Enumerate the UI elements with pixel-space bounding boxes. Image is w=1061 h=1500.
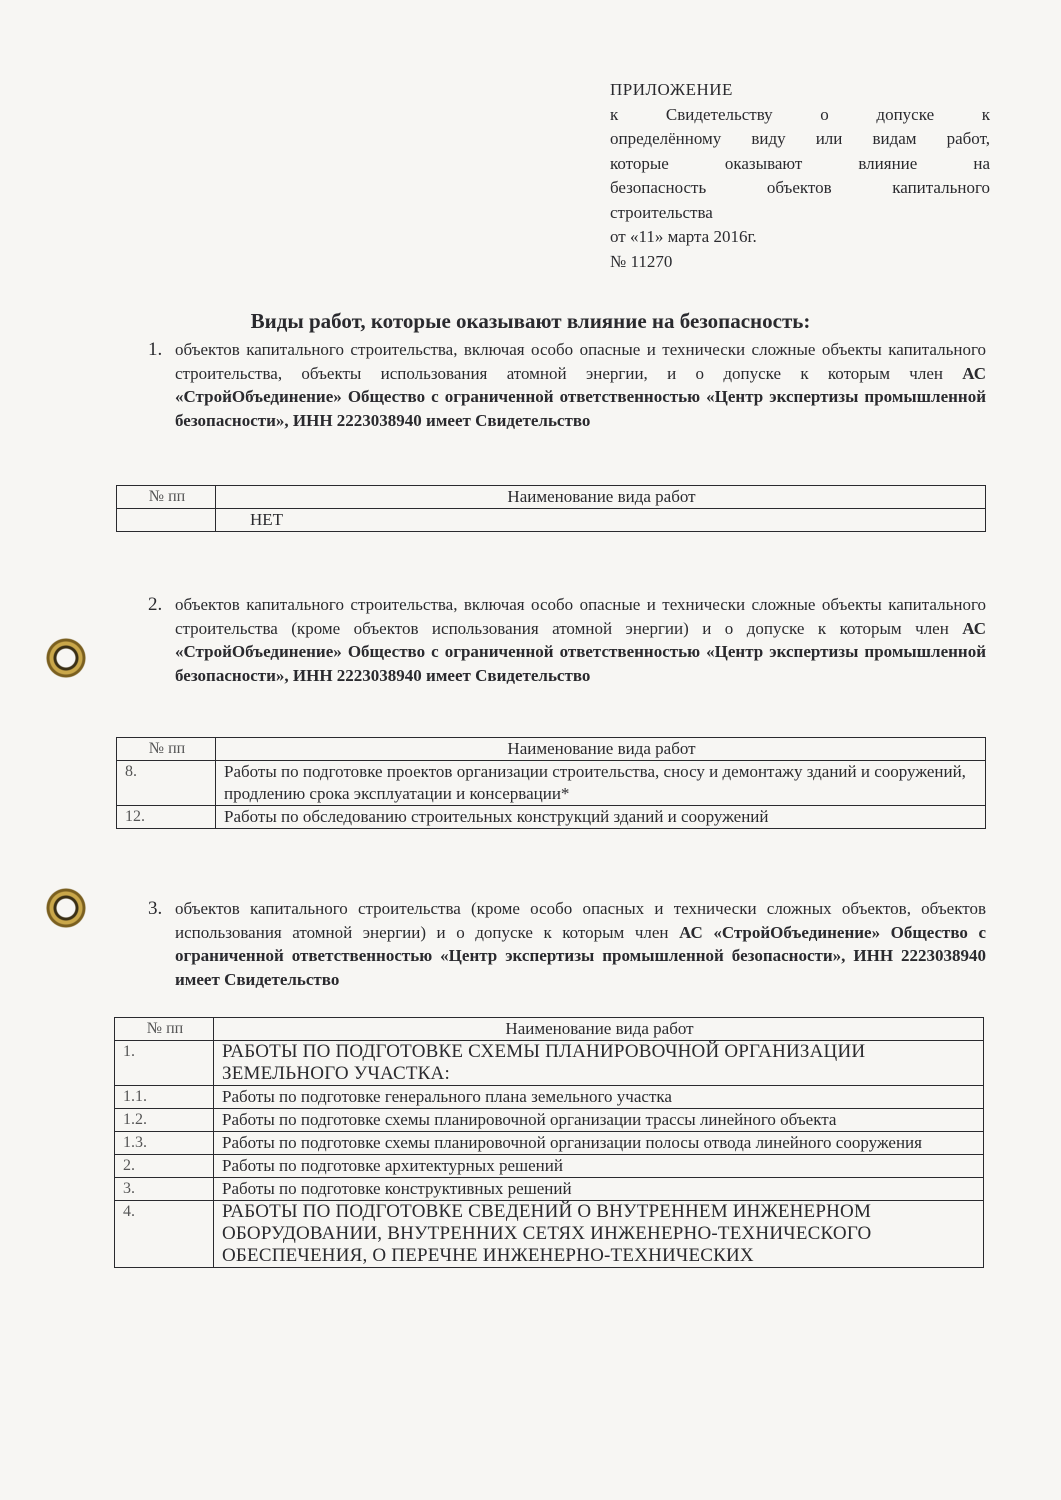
row-number: 1.1.: [115, 1086, 214, 1109]
row-number: 3.: [115, 1178, 214, 1201]
section-number: 2.: [148, 594, 163, 615]
table-row: [115, 1041, 984, 1086]
section-text: объектов капитального строительства, включая особо опасные и технически сложные объекты капитального строительства (кроме объектов использования атомной энергии) и о допуске к которым член АС «СтройОбъединение» Общество с ограниченной ответственностью «Центр экспертизы промышленной безопасности», ИНН 2223038940 имеет Свидетельство: [175, 595, 987, 685]
appendix-number: № 11270: [610, 251, 673, 271]
row-number: 8.: [117, 761, 216, 806]
row-name: Работы по подготовке генерального плана земельного участка: [214, 1086, 984, 1109]
col-name-header: Наименование вида работ: [216, 738, 986, 761]
works-table-3: [114, 1017, 984, 1268]
row-number: 12.: [117, 806, 216, 829]
row-name: Работы по подготовке архитектурных решений: [214, 1155, 984, 1178]
row-name: Работы по подготовке проектов организации строительства, сносу и демонтажу зданий и сооружений, продлению срока эксплуатации и консервации*: [216, 761, 986, 806]
section-member: АС «СтройОбъединение» Общество с ограниченной ответственностью «Центр экспертизы промышленной безопасности», ИНН 2223038940 имеет Свидетельство: [175, 922, 986, 989]
row-number: 1.3.: [115, 1132, 214, 1155]
works-table-1: [116, 485, 986, 532]
row-name: Работы по подготовке схемы планировочной организации трассы линейного объекта: [214, 1109, 984, 1132]
col-name-header: Наименование вида работ: [216, 486, 986, 509]
appendix-block: [610, 78, 990, 274]
appendix-line: определённому виду или видам работ,: [610, 129, 990, 148]
section-text: объектов капитального строительства (кроме особо опасных и технически сложных объектов, объектов использования атомной энергии) и о допуске к которым член АС «СтройОбъединение» Общество с ограниченной ответственностью «Центр экспертизы промышленной безопасности», ИНН 2223038940 имеет Свидетельство: [175, 899, 986, 989]
section-member: АС «СтройОбъединение» Общество с ограниченной ответственностью «Центр экспертизы промышленной безопасности», ИНН 2223038940 имеет Свидетельство: [175, 363, 987, 430]
row-name: Работы по обследованию строительных конструкций зданий и сооружений: [216, 806, 986, 829]
row-name: РАБОТЫ ПО ПОДГОТОВКЕ СВЕДЕНИЙ О ВНУТРЕННЕМ ИНЖЕНЕРНОМ ОБОРУДОВАНИИ, ВНУТРЕННИХ СЕТЯХ ИНЖЕНЕРНО-ТЕХНИЧЕСКОГО ОБЕСПЕЧЕНИЯ, О ПЕРЕЧНЕ ИНЖЕНЕРНО-ТЕХНИЧЕСКИХ: [214, 1201, 984, 1268]
row-name: НЕТ: [216, 509, 986, 532]
col-number-header: № пп: [115, 1018, 214, 1041]
table-row: [115, 1178, 984, 1201]
table-row: [115, 1109, 984, 1132]
row-name: Работы по подготовке конструктивных решений: [214, 1178, 984, 1201]
table-row: [117, 761, 986, 806]
section-number: 1.: [148, 339, 163, 360]
section-member: АС «СтройОбъединение» Общество с ограниченной ответственностью «Центр экспертизы промышленной безопасности», ИНН 2223038940 имеет Свидетельство: [175, 618, 987, 685]
table-header-row: [115, 1018, 984, 1041]
row-number: 2.: [115, 1155, 214, 1178]
col-number-header: № пп: [117, 738, 216, 761]
section-3: [150, 897, 986, 991]
table-header-row: [117, 738, 986, 761]
binder-eyelet-bottom: [46, 888, 86, 928]
appendix-line: безопасность объектов капитального: [610, 178, 990, 197]
table-header-row: [117, 486, 986, 509]
section-2: [150, 593, 986, 687]
table-row: [115, 1201, 984, 1268]
appendix-title: ПРИЛОЖЕНИЕ: [610, 80, 733, 99]
col-name-header: Наименование вида работ: [214, 1018, 984, 1041]
appendix-line: к Свидетельству о допуске к: [610, 104, 990, 124]
row-number: 1.: [115, 1041, 214, 1086]
table-row: [115, 1155, 984, 1178]
row-name: РАБОТЫ ПО ПОДГОТОВКЕ СХЕМЫ ПЛАНИРОВОЧНОЙ ОРГАНИЗАЦИИ ЗЕМЕЛЬНОГО УЧАСТКА:: [214, 1041, 984, 1086]
appendix-line: строительства: [610, 202, 713, 222]
row-name: Работы по подготовке схемы планировочной организации полосы отвода линейного сооружения: [214, 1132, 984, 1155]
col-number-header: № пп: [117, 486, 216, 509]
table-row: [117, 509, 986, 532]
section-1: [150, 338, 986, 432]
appendix-line: которые оказывают влияние на: [610, 153, 990, 173]
row-number: 1.2.: [115, 1109, 214, 1132]
row-number: 4.: [115, 1201, 214, 1268]
table-row: [115, 1086, 984, 1109]
table-row: [117, 806, 986, 829]
row-number: [117, 509, 216, 532]
table-row: [115, 1132, 984, 1155]
appendix-date: от «11» марта 2016г.: [610, 227, 757, 246]
page-heading: Виды работ, которые оказывают влияние на безопасность:: [250, 309, 811, 333]
binder-eyelet-top: [46, 638, 86, 678]
section-text: объектов капитального строительства, включая особо опасные и технически сложные объекты капитального строительства, объекты использования атомной энергии, и о допуске к которым член АС «СтройОбъединение» Общество с ограниченной ответственностью «Центр экспертизы промышленной безопасности», ИНН 2223038940 имеет Свидетельство: [175, 340, 987, 430]
section-number: 3.: [148, 898, 163, 919]
works-table-2: [116, 737, 986, 829]
